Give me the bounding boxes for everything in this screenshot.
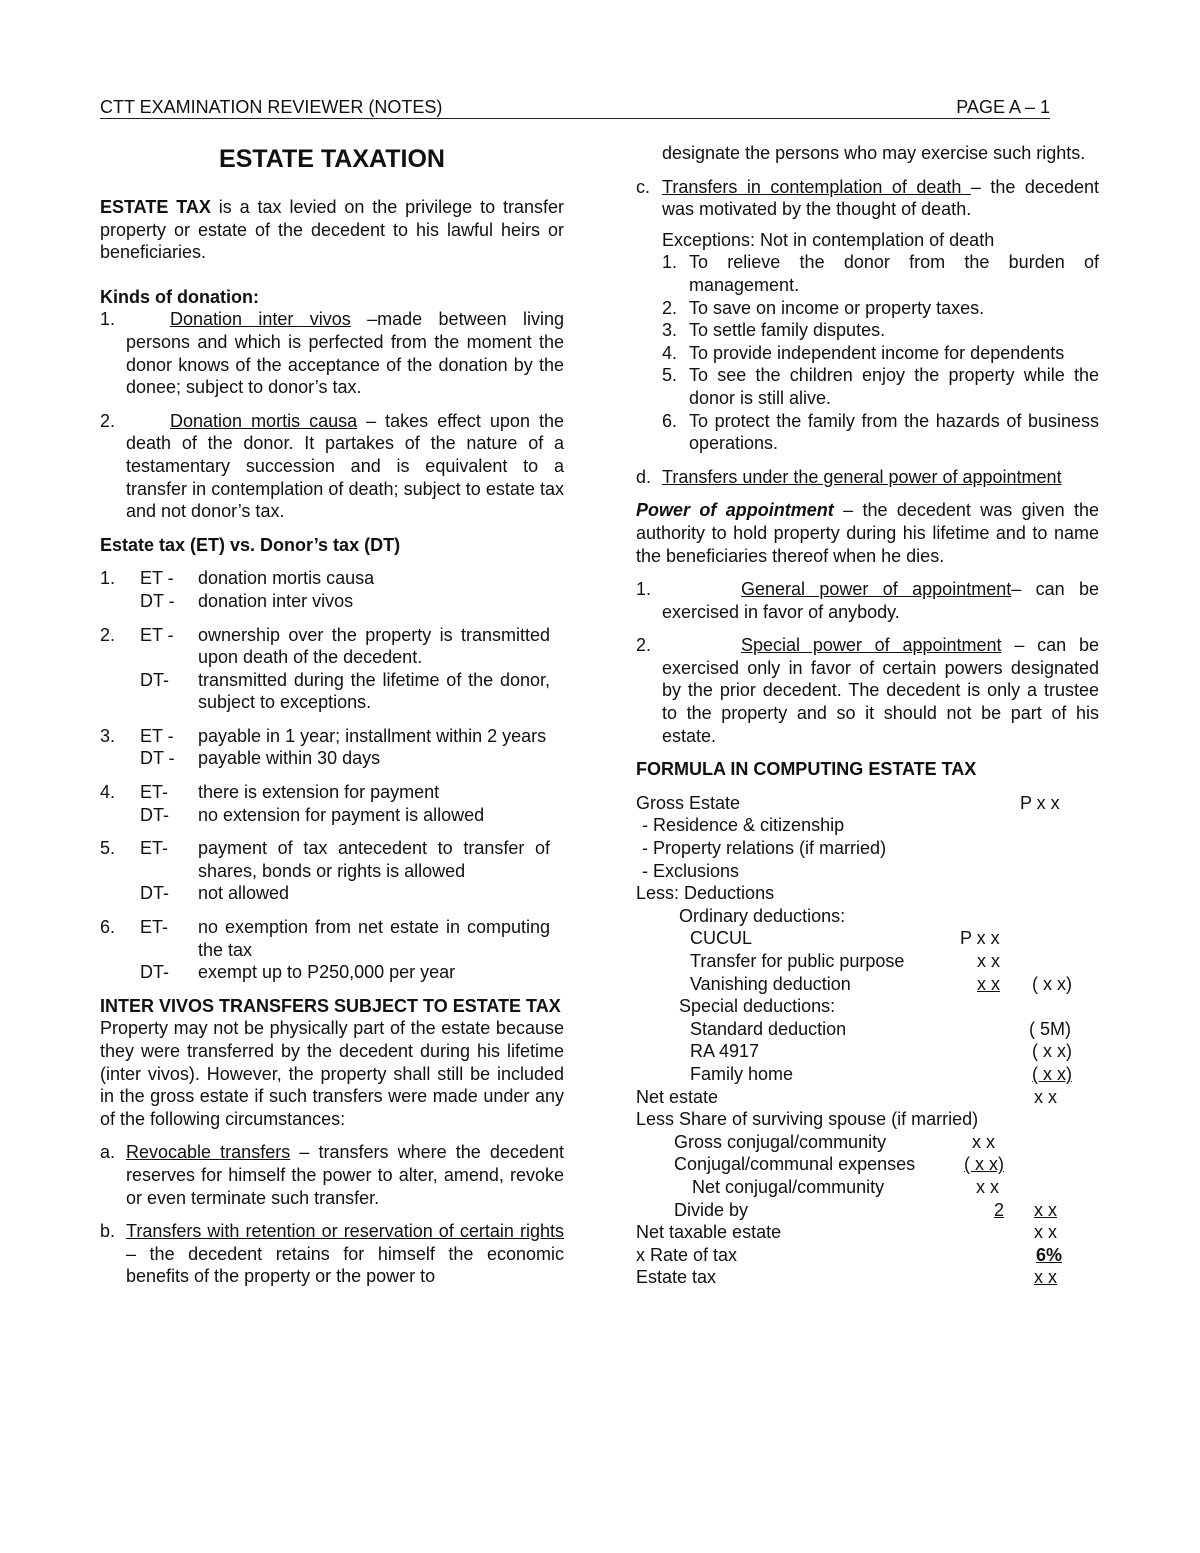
page-header — [100, 96, 1050, 119]
formula-label: Less: Deductions — [636, 883, 775, 904]
compare-tag: DT- — [140, 883, 169, 904]
kind-item — [100, 410, 564, 523]
formula-label: Gross Estate — [636, 792, 741, 813]
formula-label: x Rate of tax — [636, 1244, 738, 1265]
formula-label: Estate tax — [636, 1267, 717, 1288]
kind-text: – takes effect upon the death of the donor. It partakes of the nature of a testamentary succession and is equivalent to a transfer in contemplation of death; subject to estate tax and not donor’s tax. — [126, 410, 564, 522]
compare-text: exempt up to P250,000 per year — [198, 962, 456, 983]
power-item — [636, 578, 1099, 623]
formula-row — [636, 1176, 1099, 1199]
compare-row — [126, 781, 564, 804]
exception-item — [662, 364, 1099, 409]
formula-value: P x x — [1020, 792, 1060, 813]
exception-text: To save on income or property taxes. — [689, 297, 985, 318]
formula-value: x x — [1034, 1222, 1058, 1243]
compare-tag: ET- — [140, 838, 169, 859]
compare-number: 3. — [100, 725, 116, 746]
formula-row — [636, 1266, 1099, 1289]
kinds-heading: Kinds of donation: — [100, 286, 259, 307]
formula-value: P x x — [960, 928, 1000, 949]
exception-text: To relieve the donor from the burden of management. — [689, 252, 1099, 295]
formula-value: x x — [977, 951, 1001, 971]
compare-row — [126, 804, 564, 827]
compare-row — [126, 567, 564, 590]
formula-label: Transfer for public purpose — [690, 951, 905, 971]
transfer-item-d — [636, 466, 1099, 489]
formula-label: Divide by — [674, 1199, 749, 1220]
formula-label: Gross conjugal/community — [674, 1131, 887, 1152]
formula-value: ( x x) — [1032, 1041, 1072, 1062]
kind-number: 2. — [100, 410, 116, 431]
compare-row — [126, 590, 564, 613]
compare-tag: DT - — [140, 748, 175, 769]
compare-item — [100, 837, 564, 905]
power-item-term: General power of appointment — [741, 579, 1012, 600]
formula-value: x x — [972, 1131, 996, 1152]
compare-item — [100, 567, 564, 612]
formula-row — [636, 927, 1099, 950]
formula-value: x x — [1034, 1086, 1058, 1107]
compare-text: transmitted during the lifetime of the donor, subject to exceptions. — [198, 669, 550, 713]
kind-text: –made between living persons and which is perfected from the moment the donor knows of the acceptance of the donation by the donee; subject to donor’s tax. — [126, 309, 564, 398]
compare-row — [126, 961, 564, 984]
compare-tag: ET - — [140, 568, 174, 589]
formula-row — [636, 792, 1099, 815]
transfer-text: – transfers where the decedent reserves for himself the power to alter, amend, revoke or even terminate such transfer. — [126, 1142, 564, 1208]
formula-label: Family home — [690, 1063, 794, 1084]
formula-row — [636, 950, 1099, 973]
formula-row — [636, 905, 1099, 928]
transfer-text: – the decedent was motivated by the thought of death. — [662, 176, 1099, 220]
compare-row — [126, 837, 564, 882]
formula-label: - Residence & citizenship — [642, 815, 845, 836]
left-column — [100, 142, 564, 1288]
power-item-term: Special power of appointment — [741, 635, 1002, 656]
formula-label: Special deductions: — [679, 996, 836, 1017]
formula-value: ( x x) — [1032, 973, 1072, 994]
estate-tax-text: is a tax levied on the privilege to transfer property or estate of the decedent to his lawful heirs or beneficiaries. — [100, 197, 564, 263]
intervivos-text: Property may not be physically part of the estate because they were transferred by the decedent during his lifetime (inter vivos). However, the property shall still be included in the gross estate if such transfers were made under any of the following circumstances: — [100, 1018, 564, 1129]
formula-row — [636, 1018, 1099, 1041]
formula-row — [636, 1131, 1099, 1154]
compare-row — [126, 882, 564, 905]
transfer-text: – the decedent retains for himself the economic benefits of the property or the power to — [126, 1243, 564, 1287]
formula-value: 6% — [1036, 1244, 1063, 1265]
compare-text: payable within 30 days — [198, 748, 381, 769]
formula-row — [636, 973, 1099, 996]
header-title: CTT EXAMINATION REVIEWER (NOTES) — [100, 97, 443, 117]
exception-number: 4. — [662, 342, 678, 363]
exception-number: 2. — [662, 297, 678, 318]
compare-tag: ET - — [140, 624, 174, 645]
compare-text: payment of tax antecedent to transfer of shares, bonds or rights is allowed — [198, 838, 550, 881]
kind-item — [100, 308, 564, 398]
exception-number: 3. — [662, 320, 678, 341]
formula-row — [636, 837, 1099, 860]
compare-item — [100, 781, 564, 826]
power-number: 1. — [636, 579, 652, 600]
formula-table — [636, 792, 1099, 1289]
formula-row — [636, 1086, 1099, 1109]
exception-number: 1. — [662, 252, 678, 273]
compare-tag: DT- — [140, 962, 169, 983]
exception-number: 6. — [662, 410, 678, 431]
compare-text: donation mortis causa — [198, 568, 375, 589]
power-item — [636, 634, 1099, 747]
exception-item — [662, 297, 1099, 320]
compare-item — [100, 916, 564, 984]
exception-item — [662, 319, 1099, 342]
transfer-text: designate the persons who may exercise such rights. — [662, 143, 1086, 163]
transfer-term: Transfers under the general power of appointment — [662, 466, 1062, 487]
exception-text: To settle family disputes. — [689, 320, 886, 341]
compare-tag: DT- — [140, 804, 169, 825]
formula-label: Vanishing deduction — [690, 973, 851, 994]
formula-label: - Exclusions — [642, 860, 740, 881]
estate-tax-definition — [100, 196, 564, 264]
right-column — [636, 142, 1099, 1289]
compare-text: not allowed — [198, 883, 290, 904]
transfer-term: Transfers with retention or reservation of certain rights — [126, 1221, 564, 1242]
formula-row — [636, 1153, 1099, 1176]
intervivos-heading: INTER VIVOS TRANSFERS SUBJECT TO ESTATE TAX — [100, 995, 561, 1016]
exceptions-heading: Exceptions: Not in contemplation of death — [662, 229, 995, 250]
formula-label: - Property relations (if married) — [642, 838, 887, 859]
formula-value: ( x x) — [964, 1154, 1004, 1175]
kind-number: 1. — [100, 309, 116, 330]
compare-number: 1. — [100, 568, 116, 589]
formula-label: Less Share of surviving spouse (if married) — [636, 1109, 979, 1130]
transfer-item-a — [100, 1141, 564, 1209]
compare-tag: DT - — [140, 590, 175, 611]
transfer-letter: a. — [100, 1142, 116, 1163]
compare-row — [126, 747, 564, 770]
compare-text: no extension for payment is allowed — [198, 804, 485, 825]
compare-number: 2. — [100, 624, 116, 645]
exception-number: 5. — [662, 365, 678, 386]
compare-text: ownership over the property is transmitted upon death of the decedent. — [198, 624, 550, 668]
transfer-item-b — [100, 1220, 564, 1288]
compare-tag: ET- — [140, 917, 169, 938]
formula-value: x x — [1034, 1199, 1058, 1220]
formula-value: 2 — [994, 1199, 1005, 1220]
formula-label: RA 4917 — [690, 1041, 760, 1062]
transfer-item-c — [636, 176, 1099, 221]
exception-text: To provide independent income for dependents — [689, 342, 1065, 363]
compare-heading: Estate tax (ET) vs. Donor’s tax (DT) — [100, 534, 401, 555]
compare-number: 4. — [100, 782, 116, 803]
power-text: – the decedent was given the authority to hold property during his lifetime and to name the beneficiaries thereof when he dies. — [636, 500, 1100, 566]
formula-label: Ordinary deductions: — [679, 905, 846, 926]
compare-tag: ET - — [140, 725, 174, 746]
compare-item — [100, 725, 564, 770]
formula-row — [636, 860, 1099, 883]
formula-label: Net taxable estate — [636, 1222, 782, 1243]
formula-row — [636, 1063, 1099, 1086]
formula-row — [636, 1108, 1099, 1131]
formula-row — [636, 814, 1099, 837]
formula-value: ( 5M) — [1029, 1018, 1071, 1039]
compare-number: 6. — [100, 917, 116, 938]
exception-text: To see the children enjoy the property while the donor is still alive. — [689, 365, 1099, 408]
formula-row — [636, 1244, 1099, 1267]
compare-tag: DT- — [140, 669, 169, 690]
compare-row — [126, 916, 564, 961]
exceptions-list — [636, 229, 1099, 455]
compare-row — [126, 624, 564, 669]
compare-item — [100, 624, 564, 714]
kind-term: Donation mortis causa — [170, 410, 358, 431]
formula-label: Net estate — [636, 1086, 719, 1107]
transfer-letter: d. — [636, 466, 652, 487]
compare-row — [126, 669, 564, 714]
compare-text: no exemption from net estate in computing the tax — [198, 917, 550, 960]
exception-text: To protect the family from the hazards of business operations. — [689, 410, 1099, 454]
power-item-text: – can be exercised only in favor of certain powers designated by the prior decedent. The decedent is only a trustee to the property and so it should not be part of his estate. — [662, 635, 1099, 746]
formula-label: CUCUL — [690, 928, 753, 949]
transfer-term: Revocable transfers — [126, 1142, 291, 1163]
estate-tax-term: ESTATE TAX — [100, 197, 211, 217]
exception-item — [662, 342, 1099, 365]
compare-text: there is extension for payment — [198, 782, 440, 803]
formula-row — [636, 1040, 1099, 1063]
page-number: PAGE A – 1 — [956, 97, 1050, 117]
formula-value: x x — [1034, 1267, 1058, 1288]
formula-row — [636, 1221, 1099, 1244]
compare-text: donation inter vivos — [198, 590, 354, 611]
power-term: Power of appointment — [636, 500, 834, 521]
power-item-text: – can be exercised in favor of anybody. — [662, 579, 1099, 622]
formula-row — [636, 1199, 1099, 1222]
transfer-letter: b. — [100, 1221, 116, 1242]
transfer-term: Transfers in contemplation of death — [662, 176, 971, 197]
compare-tag: ET- — [140, 782, 169, 803]
power-number: 2. — [636, 635, 652, 656]
power-definition — [636, 499, 1099, 567]
exception-item — [662, 251, 1099, 296]
formula-heading: FORMULA IN COMPUTING ESTATE TAX — [636, 759, 977, 780]
formula-label: Conjugal/communal expenses — [674, 1154, 916, 1175]
transfer-letter: c. — [636, 176, 651, 197]
exception-item — [662, 410, 1099, 455]
kind-term: Donation inter vivos — [170, 309, 351, 330]
compare-row — [126, 725, 564, 748]
compare-number: 5. — [100, 838, 116, 859]
document-title: ESTATE TAXATION — [219, 145, 445, 173]
compare-text: payable in 1 year; installment within 2 years — [198, 725, 547, 746]
formula-value: ( x x) — [1032, 1063, 1072, 1084]
formula-label: Standard deduction — [690, 1018, 847, 1039]
formula-row — [636, 882, 1099, 905]
formula-value: x x — [976, 1176, 1000, 1197]
formula-label: Net conjugal/community — [692, 1176, 885, 1197]
formula-value: x x — [977, 973, 1001, 994]
transfer-item-b-continued — [636, 142, 1099, 165]
formula-row — [636, 995, 1099, 1018]
